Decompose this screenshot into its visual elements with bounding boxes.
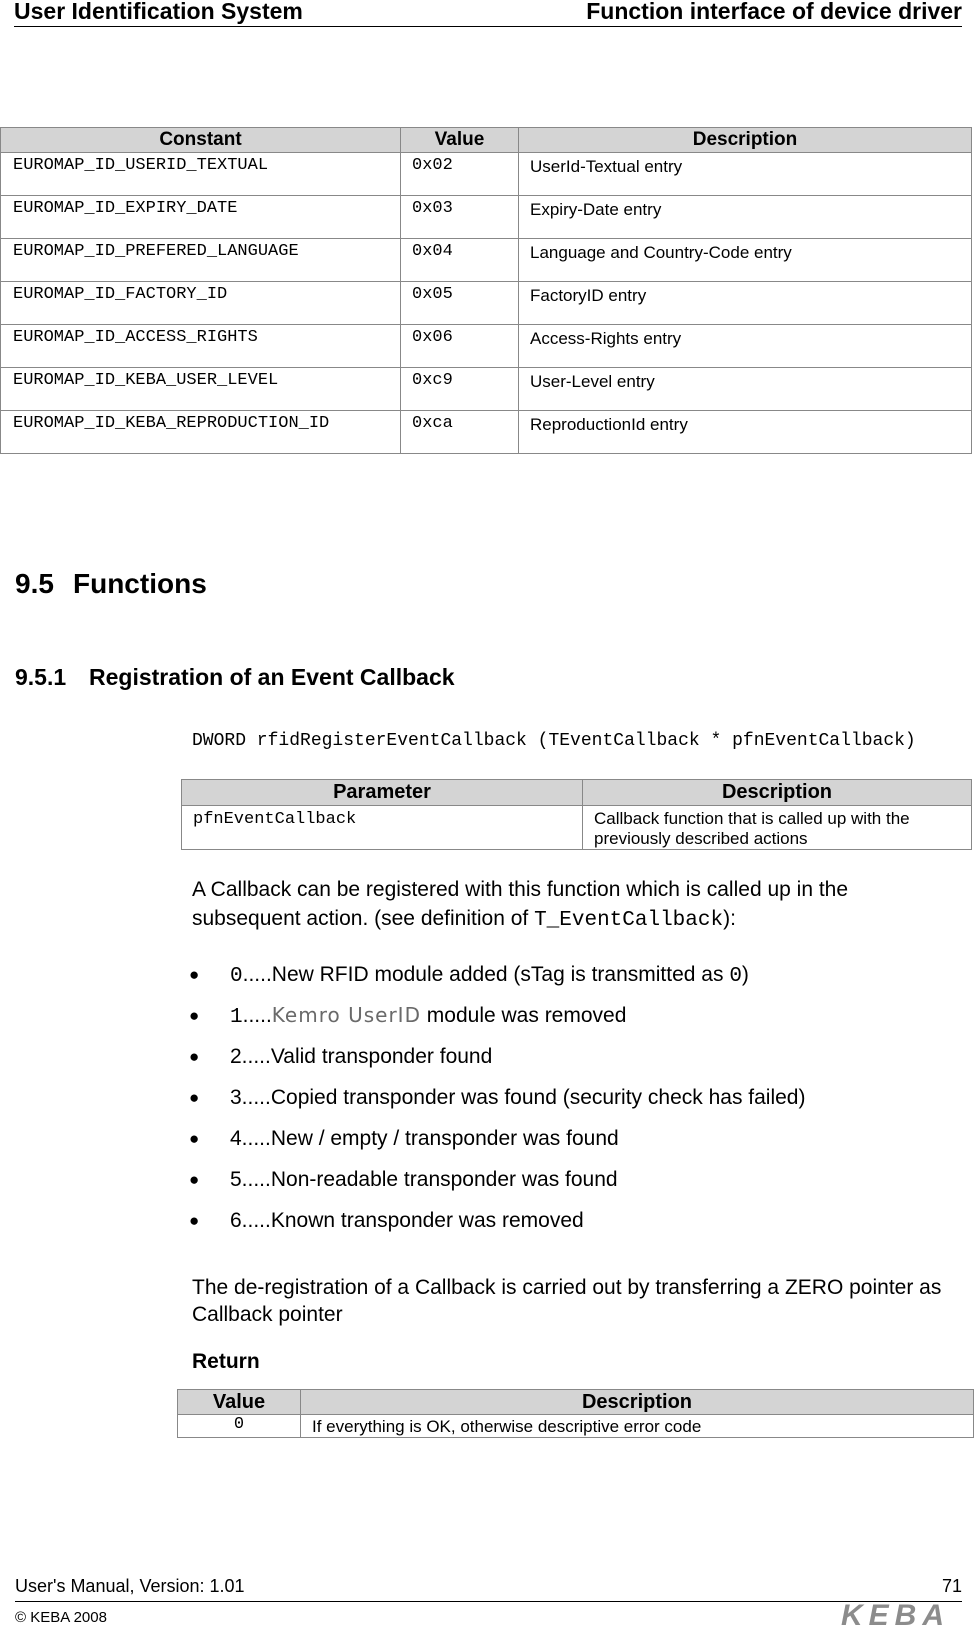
table-row <box>182 806 972 850</box>
section-number: 9.5 <box>15 568 54 599</box>
list-item-text: 3.....Copied transponder was found (security check has failed) <box>230 1086 806 1109</box>
bullet-icon: ● <box>189 1006 200 1025</box>
section-title: Functions <box>73 568 207 599</box>
list-item <box>189 1042 805 1083</box>
description-cell: UserId-Textual entry <box>519 153 972 196</box>
value-cell: 0xca <box>401 411 519 454</box>
list-item-text: .....New RFID module added (sTag is transmitted as <box>242 963 730 986</box>
description-cell: User-Level entry <box>519 368 972 411</box>
list-item-text: 5.....Non-readable transponder was found <box>230 1168 618 1191</box>
subsection-number: 9.5.1 <box>15 664 67 690</box>
footer-version: User's Manual, Version: 1.01 <box>15 1576 245 1596</box>
description-cell: Expiry-Date entry <box>519 196 972 239</box>
function-signature: DWORD rfidRegisterEventCallback (TEventCallback * pfnEventCallback) <box>192 731 916 751</box>
list-item-text: ..... <box>242 1004 272 1027</box>
column-header-description: Description <box>301 1390 974 1415</box>
callback-description <box>192 875 952 935</box>
constant-cell: EUROMAP_ID_KEBA_REPRODUCTION_ID <box>1 411 401 454</box>
table-row <box>1 368 972 411</box>
parameter-table <box>181 779 972 850</box>
value-cell: 0x03 <box>401 196 519 239</box>
list-item-end: ) <box>741 963 749 986</box>
table-row <box>178 1415 974 1438</box>
list-item <box>189 1001 805 1042</box>
column-header-value: Value <box>178 1390 301 1415</box>
constant-cell: EUROMAP_ID_FACTORY_ID <box>1 282 401 325</box>
table-row <box>1 196 972 239</box>
return-table <box>177 1389 974 1438</box>
bullet-icon: ● <box>189 1129 200 1148</box>
copyright: © KEBA 2008 <box>15 1609 107 1626</box>
table-row <box>1 153 972 196</box>
bullet-icon: ● <box>189 1047 200 1066</box>
header-title-right: Function interface of device driver <box>586 0 962 24</box>
constants-table <box>0 127 972 454</box>
keba-logo-text: KEBA <box>841 1602 951 1628</box>
table-row <box>1 411 972 454</box>
page-number: 71 <box>941 1576 962 1596</box>
list-item <box>189 1124 805 1165</box>
type-reference: T_EventCallback <box>534 909 724 932</box>
list-item-text: 2.....Valid transponder found <box>230 1045 493 1068</box>
action-code: 0 <box>230 965 243 988</box>
column-header-description: Description <box>583 780 972 806</box>
description-cell: ReproductionId entry <box>519 411 972 454</box>
constant-cell: EUROMAP_ID_EXPIRY_DATE <box>1 196 401 239</box>
list-item-text: 6.....Known transponder was removed <box>230 1209 584 1232</box>
list-item <box>189 1206 805 1247</box>
list-item <box>189 960 805 1001</box>
return-value-cell: 0 <box>178 1415 301 1438</box>
header-rule <box>14 26 962 27</box>
bullet-icon: ● <box>189 965 200 984</box>
column-header-value: Value <box>401 128 519 153</box>
list-item-text: 4.....New / empty / transponder was found <box>230 1127 619 1150</box>
table-row <box>1 325 972 368</box>
description-cell: Callback function that is called up with the previously described actions <box>583 806 972 850</box>
constant-cell: EUROMAP_ID_USERID_TEXTUAL <box>1 153 401 196</box>
description-cell: If everything is OK, otherwise descriptive error code <box>301 1415 974 1438</box>
return-table-header <box>178 1390 974 1415</box>
constant-cell: EUROMAP_ID_KEBA_USER_LEVEL <box>1 368 401 411</box>
paragraph-text: A Callback can be registered with this function which is called up in the subsequent action. (see definition of <box>192 878 849 930</box>
table-row <box>1 282 972 325</box>
deregistration-note: The de-registration of a Callback is carried out by transferring a ZERO pointer as Callback pointer <box>192 1276 942 1326</box>
bullet-icon: ● <box>189 1170 200 1189</box>
return-heading: Return <box>192 1350 260 1373</box>
value-cell: 0x05 <box>401 282 519 325</box>
paragraph-end: ): <box>723 907 736 930</box>
parameter-table-header <box>182 780 972 806</box>
description-cell: Access-Rights entry <box>519 325 972 368</box>
column-header-parameter: Parameter <box>182 780 583 806</box>
list-item <box>189 1165 805 1206</box>
action-code: 0 <box>729 965 742 988</box>
column-header-description: Description <box>519 128 972 153</box>
value-cell: 0x06 <box>401 325 519 368</box>
constants-table-header <box>1 128 972 153</box>
table-row <box>1 239 972 282</box>
product-name: Kemro UserID <box>271 1003 421 1027</box>
value-cell: 0x02 <box>401 153 519 196</box>
description-cell: Language and Country-Code entry <box>519 239 972 282</box>
event-action-list <box>189 960 805 1247</box>
bullet-icon: ● <box>189 1088 200 1107</box>
keba-logo <box>841 1602 963 1628</box>
section-heading <box>15 568 207 600</box>
bullet-icon: ● <box>189 1211 200 1230</box>
constant-cell: EUROMAP_ID_ACCESS_RIGHTS <box>1 325 401 368</box>
subsection-heading <box>15 664 455 691</box>
column-header-constant: Constant <box>1 128 401 153</box>
list-item <box>189 1083 805 1124</box>
parameter-cell: pfnEventCallback <box>182 806 583 850</box>
subsection-title: Registration of an Event Callback <box>89 664 455 690</box>
description-cell: FactoryID entry <box>519 282 972 325</box>
value-cell: 0xc9 <box>401 368 519 411</box>
list-item-end: module was removed <box>420 1004 627 1027</box>
header-title-left: User Identification System <box>14 0 303 24</box>
action-code: 1 <box>230 1006 243 1029</box>
value-cell: 0x04 <box>401 239 519 282</box>
constant-cell: EUROMAP_ID_PREFERED_LANGUAGE <box>1 239 401 282</box>
footer-rule <box>15 1601 962 1602</box>
